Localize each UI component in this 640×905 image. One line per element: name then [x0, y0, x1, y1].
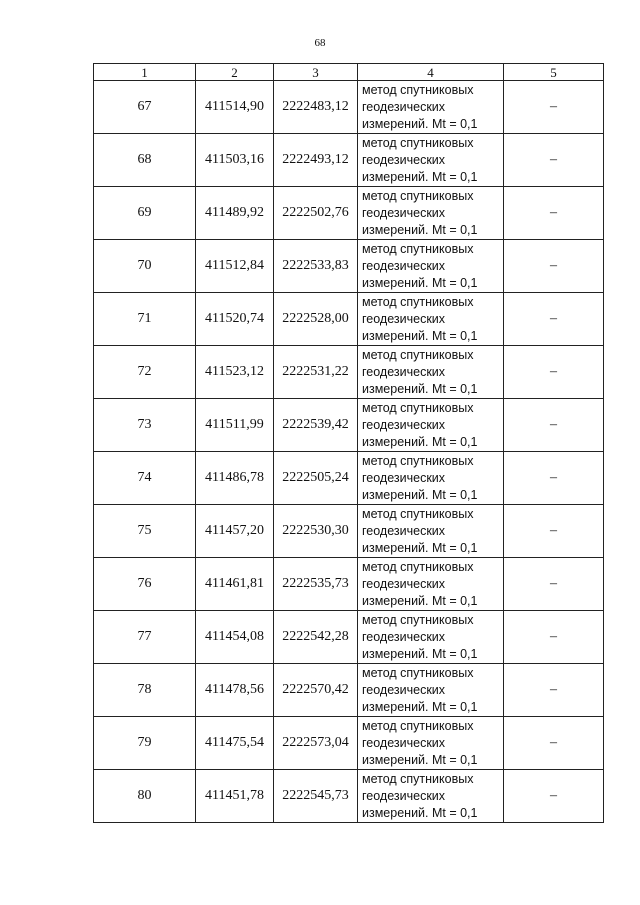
table-row [94, 664, 604, 717]
method-text-line: геодезических [362, 152, 446, 167]
method-text-line: геодезических [362, 629, 446, 644]
table-body [94, 81, 604, 823]
point-number-cell: 70 [94, 240, 196, 293]
table-row [94, 399, 604, 452]
note-cell: – [504, 187, 604, 240]
point-number-cell: 79 [94, 717, 196, 770]
x-coordinate-cell: 411489,92 [196, 187, 274, 240]
method-text-line: геодезических [362, 788, 446, 803]
point-number-cell: 69 [94, 187, 196, 240]
note-cell: – [504, 81, 604, 134]
method-text-line: геодезических [362, 576, 446, 591]
note-cell: – [504, 717, 604, 770]
point-number-cell: 74 [94, 452, 196, 505]
y-coordinate-cell: 2222528,00 [274, 293, 358, 346]
header-row [94, 64, 604, 81]
column-header-5: 5 [504, 64, 604, 81]
table-row [94, 240, 604, 293]
method-cell [358, 346, 504, 399]
y-coordinate-cell: 2222539,42 [274, 399, 358, 452]
y-coordinate-cell: 2222573,04 [274, 717, 358, 770]
point-number-cell: 67 [94, 81, 196, 134]
method-text-line: геодезических [362, 205, 446, 220]
method-text-line: метод спутниковых [362, 400, 474, 415]
method-text-line: геодезических [362, 735, 446, 750]
y-coordinate-cell: 2222502,76 [274, 187, 358, 240]
x-coordinate-cell: 411503,16 [196, 134, 274, 187]
y-coordinate-cell: 2222533,83 [274, 240, 358, 293]
table-row [94, 293, 604, 346]
note-cell: – [504, 558, 604, 611]
note-cell: – [504, 134, 604, 187]
method-text-line: метод спутниковых [362, 188, 474, 203]
coordinates-table [93, 63, 604, 823]
method-text-line: измерений. Mt = 0,1 [362, 328, 478, 343]
method-text-line: метод спутниковых [362, 347, 474, 362]
method-text-line: метод спутниковых [362, 506, 474, 521]
x-coordinate-cell: 411520,74 [196, 293, 274, 346]
method-text-line: метод спутниковых [362, 665, 474, 680]
method-text-line: метод спутниковых [362, 241, 474, 256]
table-row [94, 81, 604, 134]
page-number: 68 [314, 37, 326, 49]
x-coordinate-cell: 411461,81 [196, 558, 274, 611]
note-cell: – [504, 452, 604, 505]
method-cell [358, 81, 504, 134]
method-text-line: измерений. Mt = 0,1 [362, 646, 478, 661]
table-row [94, 770, 604, 823]
method-cell [358, 611, 504, 664]
method-text-line: метод спутниковых [362, 612, 474, 627]
x-coordinate-cell: 411451,78 [196, 770, 274, 823]
method-cell [358, 770, 504, 823]
x-coordinate-cell: 411478,56 [196, 664, 274, 717]
x-coordinate-cell: 411475,54 [196, 717, 274, 770]
point-number-cell: 68 [94, 134, 196, 187]
x-coordinate-cell: 411523,12 [196, 346, 274, 399]
note-cell: – [504, 770, 604, 823]
point-number-cell: 73 [94, 399, 196, 452]
method-text-line: измерений. Mt = 0,1 [362, 222, 478, 237]
method-text-line: геодезических [362, 258, 446, 273]
point-number-cell: 76 [94, 558, 196, 611]
point-number-cell: 78 [94, 664, 196, 717]
column-header-3: 3 [274, 64, 358, 81]
method-text-line: геодезических [362, 364, 446, 379]
x-coordinate-cell: 411511,99 [196, 399, 274, 452]
y-coordinate-cell: 2222493,12 [274, 134, 358, 187]
point-number-cell: 72 [94, 346, 196, 399]
method-text-line: геодезических [362, 417, 446, 432]
method-text-line: геодезических [362, 682, 446, 697]
method-text-line: геодезических [362, 523, 446, 538]
method-text-line: метод спутниковых [362, 771, 474, 786]
method-text-line: измерений. Mt = 0,1 [362, 752, 478, 767]
table-row [94, 558, 604, 611]
method-cell [358, 293, 504, 346]
method-cell [358, 399, 504, 452]
method-text-line: измерений. Mt = 0,1 [362, 434, 478, 449]
method-text-line: измерений. Mt = 0,1 [362, 169, 478, 184]
method-text-line: геодезических [362, 99, 446, 114]
method-text-line: метод спутниковых [362, 294, 474, 309]
method-text-line: метод спутниковых [362, 559, 474, 574]
method-text-line: измерений. Mt = 0,1 [362, 593, 478, 608]
x-coordinate-cell: 411457,20 [196, 505, 274, 558]
column-header-4: 4 [358, 64, 504, 81]
column-header-2: 2 [196, 64, 274, 81]
table-row [94, 346, 604, 399]
method-text-line: геодезических [362, 470, 446, 485]
method-cell [358, 664, 504, 717]
table-row [94, 717, 604, 770]
note-cell: – [504, 240, 604, 293]
y-coordinate-cell: 2222531,22 [274, 346, 358, 399]
method-text-line: измерений. Mt = 0,1 [362, 805, 478, 820]
y-coordinate-cell: 2222570,42 [274, 664, 358, 717]
point-number-cell: 80 [94, 770, 196, 823]
method-cell [358, 558, 504, 611]
x-coordinate-cell: 411486,78 [196, 452, 274, 505]
point-number-cell: 77 [94, 611, 196, 664]
method-text-line: измерений. Mt = 0,1 [362, 487, 478, 502]
table-row [94, 505, 604, 558]
table-row [94, 611, 604, 664]
method-text-line: измерений. Mt = 0,1 [362, 540, 478, 555]
method-cell [358, 134, 504, 187]
point-number-cell: 75 [94, 505, 196, 558]
y-coordinate-cell: 2222483,12 [274, 81, 358, 134]
method-text-line: метод спутниковых [362, 718, 474, 733]
method-text-line: измерений. Mt = 0,1 [362, 275, 478, 290]
method-text-line: измерений. Mt = 0,1 [362, 699, 478, 714]
point-number-cell: 71 [94, 293, 196, 346]
note-cell: – [504, 611, 604, 664]
column-header-1: 1 [94, 64, 196, 81]
method-cell [358, 452, 504, 505]
method-text-line: геодезических [362, 311, 446, 326]
y-coordinate-cell: 2222545,73 [274, 770, 358, 823]
x-coordinate-cell: 411514,90 [196, 81, 274, 134]
x-coordinate-cell: 411512,84 [196, 240, 274, 293]
note-cell: – [504, 664, 604, 717]
note-cell: – [504, 346, 604, 399]
note-cell: – [504, 293, 604, 346]
table-row [94, 134, 604, 187]
method-text-line: измерений. Mt = 0,1 [362, 381, 478, 396]
y-coordinate-cell: 2222505,24 [274, 452, 358, 505]
y-coordinate-cell: 2222542,28 [274, 611, 358, 664]
method-cell [358, 717, 504, 770]
note-cell: – [504, 505, 604, 558]
method-text-line: метод спутниковых [362, 453, 474, 468]
table-row [94, 452, 604, 505]
method-text-line: измерений. Mt = 0,1 [362, 116, 478, 131]
y-coordinate-cell: 2222530,30 [274, 505, 358, 558]
method-text-line: метод спутниковых [362, 82, 474, 97]
note-cell: – [504, 399, 604, 452]
method-cell [358, 187, 504, 240]
table-row [94, 187, 604, 240]
x-coordinate-cell: 411454,08 [196, 611, 274, 664]
method-cell [358, 505, 504, 558]
method-text-line: метод спутниковых [362, 135, 474, 150]
y-coordinate-cell: 2222535,73 [274, 558, 358, 611]
method-cell [358, 240, 504, 293]
